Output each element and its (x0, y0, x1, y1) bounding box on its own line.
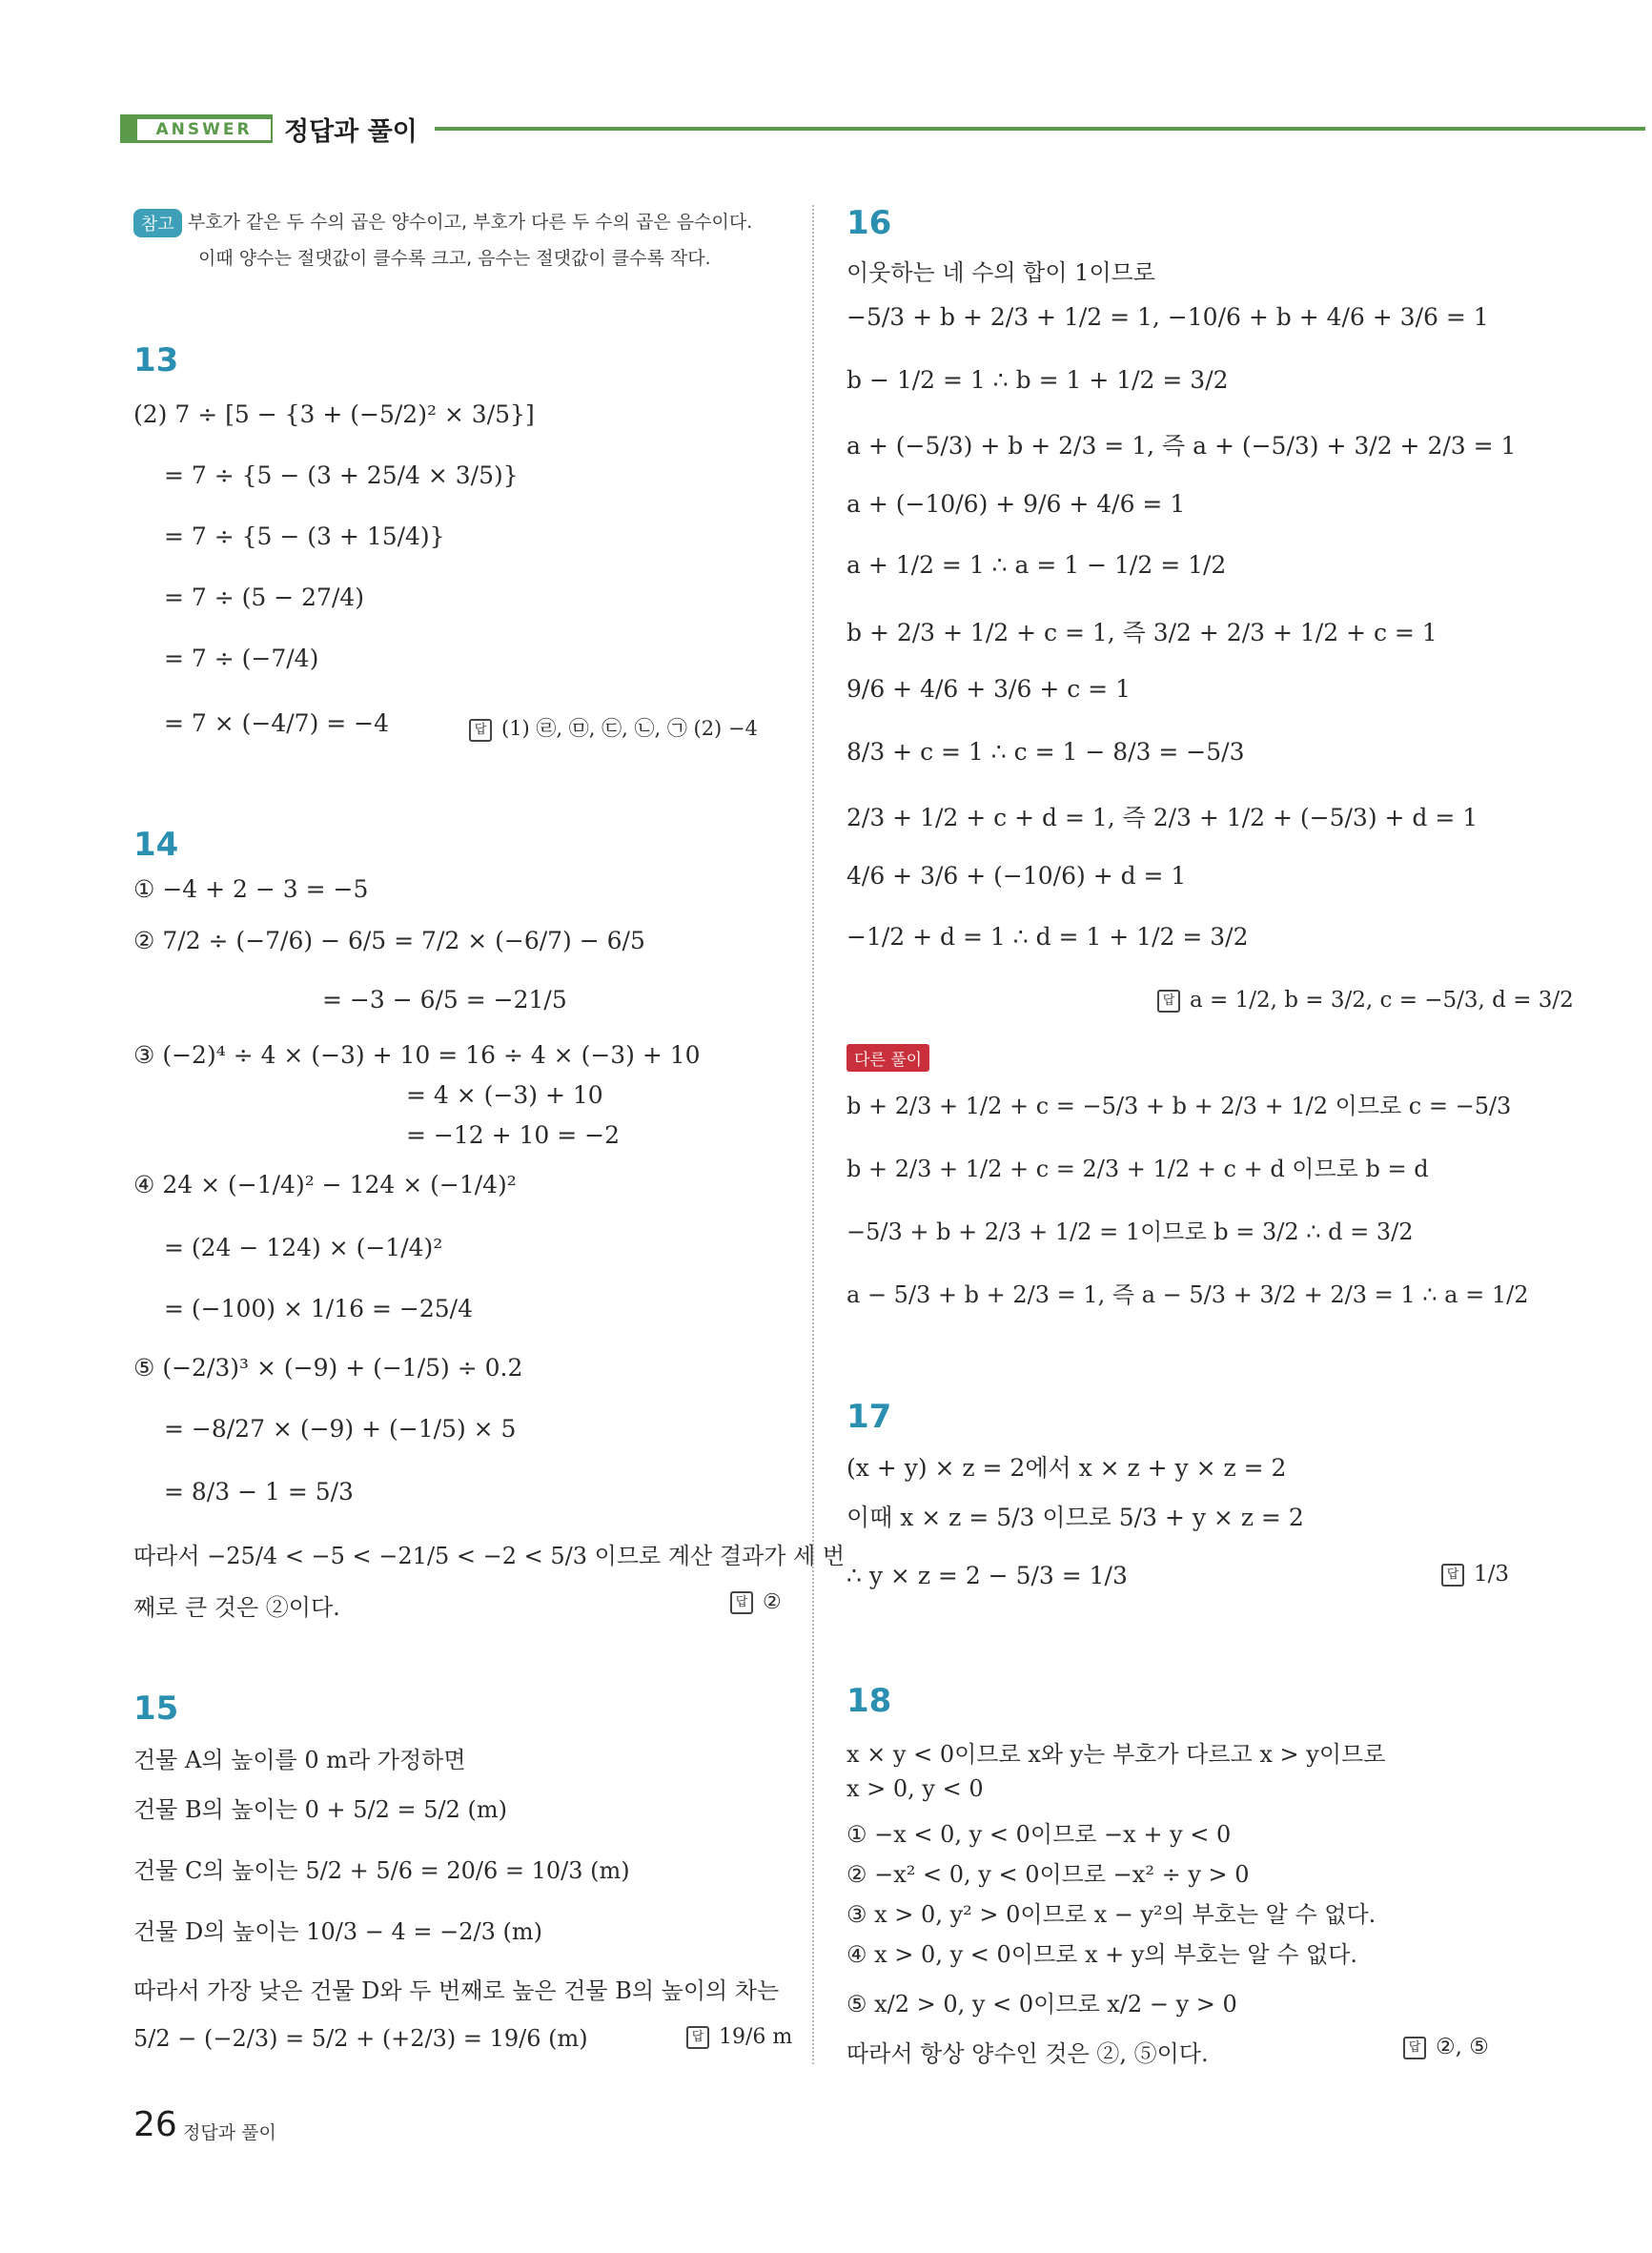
p14-answer: 답 ② (730, 1590, 782, 1614)
p14-line: = −12 + 10 = −2 (406, 1121, 620, 1149)
p18-line: ① −x < 0, y < 0이므로 −x + y < 0 (846, 1821, 1232, 1848)
problem-13-number: 13 (133, 341, 179, 379)
p13-answer: 답 (1) ㉣, ㉤, ㉢, ㉡, ㉠ (2) −4 (469, 713, 758, 742)
p16-line: b − 1/2 = 1 ∴ b = 1 + 1/2 = 3/2 (846, 366, 1229, 394)
header-badge-bar (120, 114, 273, 143)
p13-line: = 7 ÷ {5 − (3 + 15/4)} (164, 522, 445, 550)
problem-15-number: 15 (133, 1690, 179, 1728)
p16-alt-line: b + 2/3 + 1/2 + c = 2/3 + 1/2 + c + d 이므로 b = d (846, 1156, 1429, 1182)
p14-line: 째로 큰 것은 ②이다. (133, 1594, 340, 1621)
p16-line: a + 1/2 = 1 ∴ a = 1 − 1/2 = 1/2 (846, 551, 1227, 579)
footer-label: 정답과 풀이 (183, 2122, 276, 2143)
p16-line: 9/6 + 4/6 + 3/6 + c = 1 (846, 675, 1131, 703)
p13-line: = 7 ÷ (−7/4) (164, 645, 319, 672)
p14-line: ④ 24 × (−1/4)² − 124 × (−1/4)² (133, 1171, 517, 1198)
p16-line: −1/2 + d = 1 ∴ d = 1 + 1/2 = 3/2 (846, 923, 1249, 951)
p14-line: ③ (−2)⁴ ÷ 4 × (−3) + 10 = 16 ÷ 4 × (−3) + 10 (133, 1041, 701, 1069)
header-rule (435, 127, 1645, 131)
column-divider (812, 205, 814, 2064)
p15-line: 건물 A의 높이를 0 m라 가정하면 (133, 1747, 466, 1773)
p16-alt-line: −5/3 + b + 2/3 + 1/2 = 1이므로 b = 3/2 ∴ d = 3/2 (846, 1219, 1414, 1245)
p15-line: 따라서 가장 낮은 건물 D와 두 번째로 높은 건물 B의 높이의 차는 (133, 1977, 780, 2004)
problem-18-number: 18 (846, 1682, 892, 1720)
p14-line: = (24 − 124) × (−1/4)² (164, 1234, 443, 1261)
page-number: 26 (133, 2105, 177, 2144)
header-title: 정답과 풀이 (284, 117, 418, 147)
p17-line: (x + y) × z = 2에서 x × z + y × z = 2 (846, 1454, 1287, 1482)
answer-icon: 답 (730, 1591, 753, 1614)
p13-line: (2) 7 ÷ [5 − {3 + (−5/2)² × 3/5}] (133, 400, 535, 428)
p14-line: = −3 − 6/5 = −21/5 (322, 986, 567, 1014)
p16-line: 4/6 + 3/6 + (−10/6) + d = 1 (846, 862, 1187, 890)
answer-icon: 답 (1403, 2037, 1426, 2059)
p14-line: ② 7/2 ÷ (−7/6) − 6/5 = 7/2 × (−6/7) − 6/5 (133, 927, 645, 954)
answer-icon: 답 (469, 719, 492, 742)
p18-line: ③ x > 0, y² > 0이므로 x − y²의 부호는 알 수 없다. (846, 1901, 1377, 1928)
p18-line: ④ x > 0, y < 0이므로 x + y의 부호는 알 수 없다. (846, 1941, 1358, 1968)
p15-line: 건물 B의 높이는 0 + 5/2 = 5/2 (m) (133, 1796, 507, 1823)
p15-line: 건물 C의 높이는 5/2 + 5/6 = 20/6 = 10/3 (m) (133, 1857, 630, 1884)
note-line-1: 참고 부호가 같은 두 수의 곱은 양수이고, 부호가 다른 두 수의 곱은 음수이다. (133, 208, 752, 237)
p14-line: = 4 × (−3) + 10 (406, 1081, 603, 1109)
p17-line: ∴ y × z = 2 − 5/3 = 1/3 (846, 1562, 1128, 1589)
p14-line: 따라서 −25/4 < −5 < −21/5 < −2 < 5/3 이므로 계산 결과가 세 번 (133, 1543, 846, 1569)
problem-14-number: 14 (133, 826, 179, 864)
p13-line: = 7 × (−4/7) = −4 (164, 709, 390, 737)
p14-line: = 8/3 − 1 = 5/3 (164, 1478, 354, 1505)
p17-answer: 답 1/3 (1441, 1562, 1509, 1587)
p14-line: = −8/27 × (−9) + (−1/5) × 5 (164, 1415, 517, 1443)
p15-line: 5/2 − (−2/3) = 5/2 + (+2/3) = 19/6 (m) (133, 2025, 588, 2052)
note-tag: 참고 (133, 209, 182, 237)
p16-alt-line: a − 5/3 + b + 2/3 = 1, 즉 a − 5/3 + 3/2 + 2/3 = 1 ∴ a = 1/2 (846, 1281, 1529, 1308)
note-line-2: 이때 양수는 절댓값이 클수록 크고, 음수는 절댓값이 클수록 작다. (198, 248, 711, 269)
p16-line: a + (−10/6) + 9/6 + 4/6 = 1 (846, 490, 1186, 518)
p16-alt-line: b + 2/3 + 1/2 + c = −5/3 + b + 2/3 + 1/2 이므로 c = −5/3 (846, 1093, 1512, 1119)
page-header (120, 114, 1645, 154)
p18-line: ⑤ x/2 > 0, y < 0이므로 x/2 − y > 0 (846, 1991, 1237, 2017)
p16-alt-tag: 다른 풀이 (846, 1043, 929, 1072)
p14-line: = (−100) × 1/16 = −25/4 (164, 1295, 473, 1322)
p18-line: 따라서 항상 양수인 것은 ②, ⑤이다. (846, 2040, 1209, 2067)
p17-line: 이때 x × z = 5/3 이므로 5/3 + y × z = 2 (846, 1504, 1304, 1531)
p18-line: x > 0, y < 0 (846, 1775, 984, 1802)
p18-line: ② −x² < 0, y < 0이므로 −x² ÷ y > 0 (846, 1861, 1250, 1888)
p16-line: −5/3 + b + 2/3 + 1/2 = 1, −10/6 + b + 4/6 + 3/6 = 1 (846, 303, 1489, 331)
answer-icon: 답 (1441, 1564, 1464, 1587)
p18-answer: 답 ②, ⑤ (1403, 2035, 1489, 2059)
p13-line: = 7 ÷ {5 − (3 + 25/4 × 3/5)} (164, 461, 519, 489)
answer-icon: 답 (686, 2026, 709, 2049)
p16-line: 이웃하는 네 수의 합이 1이므로 (846, 259, 1155, 286)
p13-line: = 7 ÷ (5 − 27/4) (164, 584, 365, 611)
p14-line: ① −4 + 2 − 3 = −5 (133, 875, 369, 903)
p16-line: b + 2/3 + 1/2 + c = 1, 즉 3/2 + 2/3 + 1/2 + c = 1 (846, 619, 1438, 646)
p16-answer: 답 a = 1/2, b = 3/2, c = −5/3, d = 3/2 (1157, 988, 1574, 1013)
p18-line: x × y < 0이므로 x와 y는 부호가 다르고 x > y이므로 (846, 1741, 1386, 1768)
problem-17-number: 17 (846, 1398, 892, 1436)
problem-16-number: 16 (846, 204, 892, 242)
header-badge: ANSWER (137, 119, 271, 140)
p16-line: a + (−5/3) + b + 2/3 = 1, 즉 a + (−5/3) + 3/2 + 2/3 = 1 (846, 432, 1517, 460)
p15-answer: 답 19/6 m (686, 2025, 792, 2049)
p14-line: ⑤ (−2/3)³ × (−9) + (−1/5) ÷ 0.2 (133, 1354, 523, 1382)
p15-line: 건물 D의 높이는 10/3 − 4 = −2/3 (m) (133, 1918, 542, 1945)
answer-icon: 답 (1157, 990, 1180, 1013)
p16-line: 8/3 + c = 1 ∴ c = 1 − 8/3 = −5/3 (846, 738, 1245, 766)
p16-line: 2/3 + 1/2 + c + d = 1, 즉 2/3 + 1/2 + (−5/3) + d = 1 (846, 804, 1479, 831)
